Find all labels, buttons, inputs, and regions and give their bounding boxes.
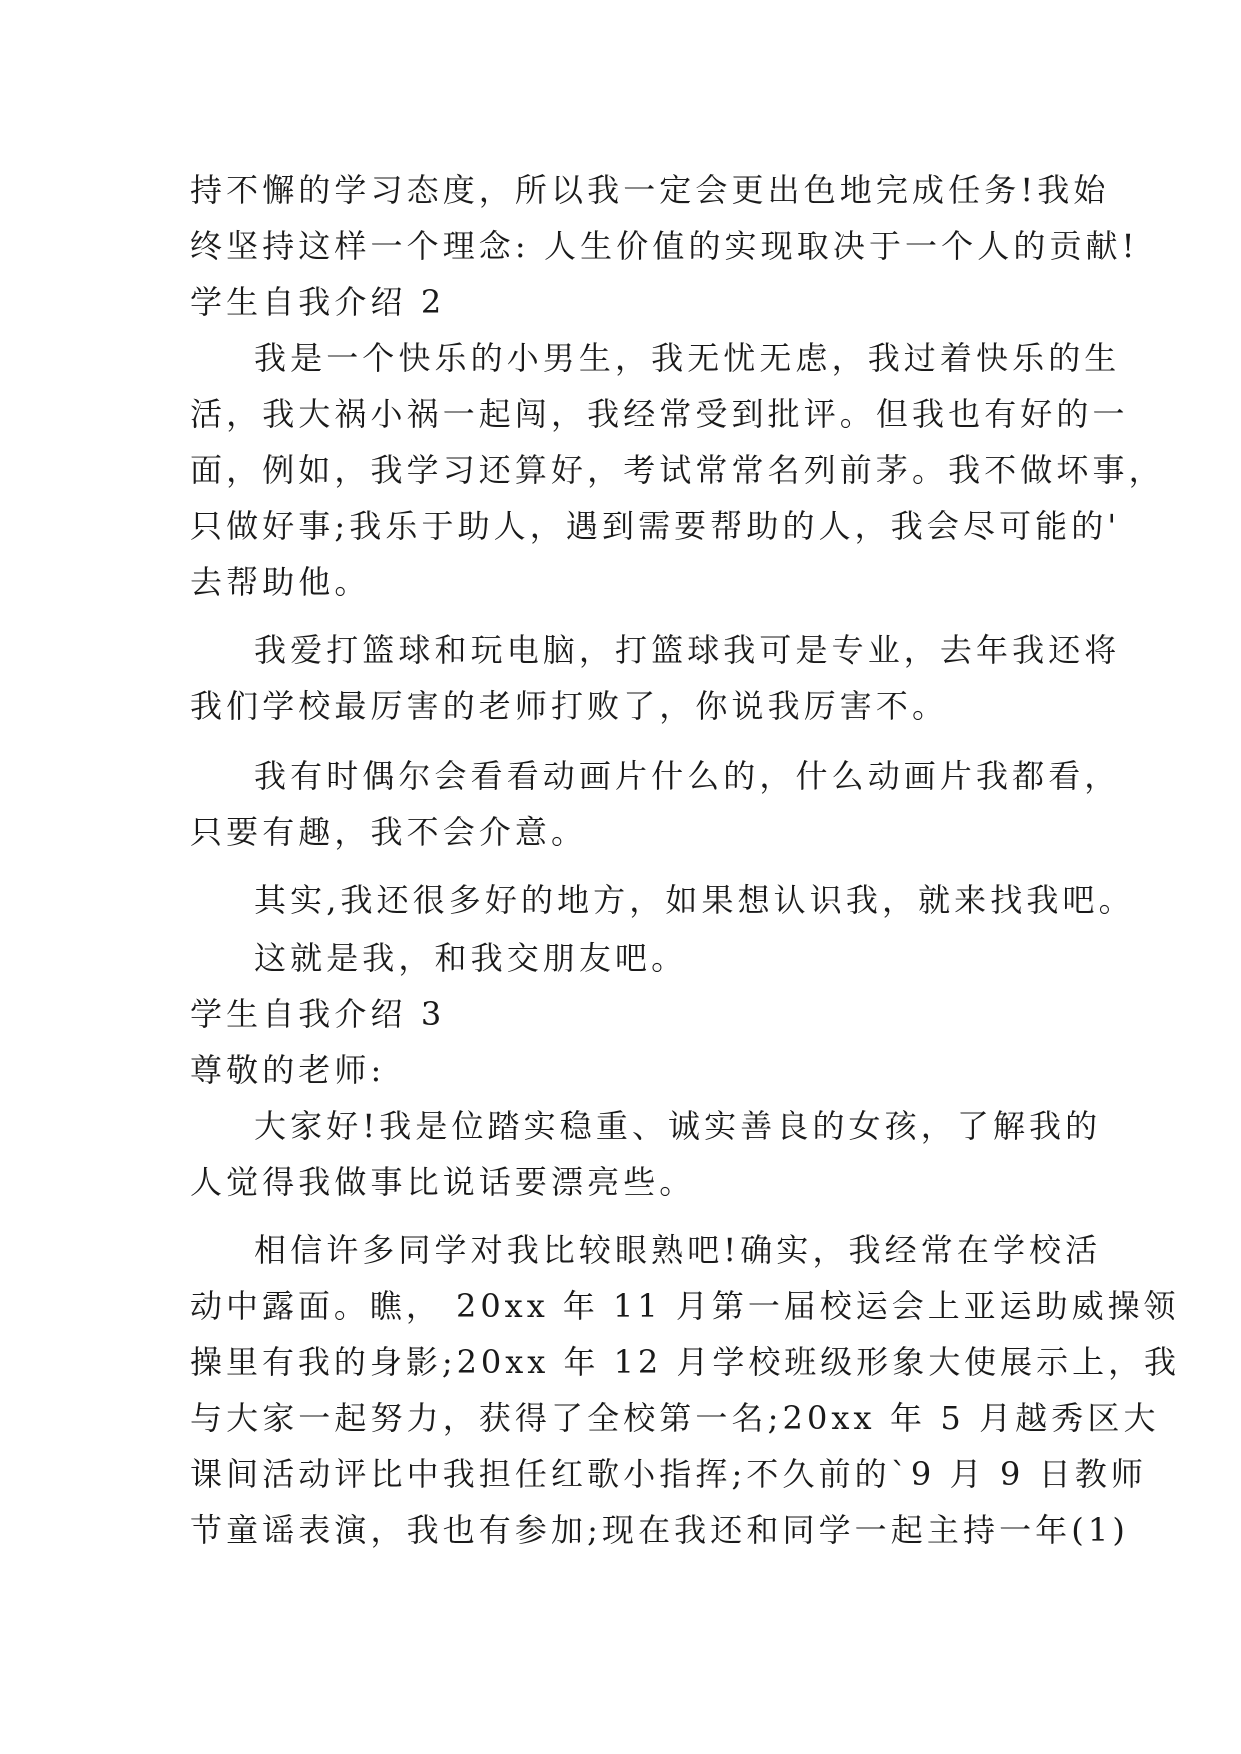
paragraph-line: 动中露面。瞧， 20xx 年 11 月第一届校运会上亚运助威操领 bbox=[190, 1287, 1180, 1325]
paragraph-line: 其实,我还很多好的地方，如果想认识我，就来找我吧。 bbox=[254, 881, 1135, 919]
paragraph-line: 我是一个快乐的小男生，我无忧无虑，我过着快乐的生 bbox=[254, 339, 1121, 377]
paragraph-line: 我有时偶尔会看看动画片什么的，什么动画片我都看， bbox=[254, 757, 1121, 795]
paragraph-line: 只要有趣，我不会介意。 bbox=[190, 813, 588, 851]
paragraph-line: 终坚持这样一个理念: 人生价值的实现取决于一个人的贡献! bbox=[190, 227, 1139, 265]
paragraph-line: 人觉得我做事比说话要漂亮些。 bbox=[190, 1163, 696, 1201]
paragraph-line: 持不懈的学习态度，所以我一定会更出色地完成任务!我始 bbox=[190, 171, 1110, 209]
paragraph-line: 这就是我，和我交朋友吧。 bbox=[254, 939, 688, 977]
section-heading: 学生自我介绍 3 bbox=[190, 995, 446, 1033]
paragraph-line: 活，我大祸小祸一起闯，我经常受到批评。但我也有好的一 bbox=[190, 395, 1129, 433]
paragraph-line: 相信许多同学对我比较眼熟吧!确实，我经常在学校活 bbox=[254, 1231, 1102, 1269]
paragraph-line: 去帮助他。 bbox=[190, 563, 371, 601]
paragraph-line: 我爱打篮球和玩电脑，打篮球我可是专业，去年我还将 bbox=[254, 631, 1121, 669]
paragraph-line: 课间活动评比中我担任红歌小指挥;不久前的`9 月 9 日教师 bbox=[190, 1455, 1148, 1493]
section-heading: 学生自我介绍 2 bbox=[190, 283, 446, 321]
paragraph-line: 只做好事;我乐于助人，遇到需要帮助的人，我会尽可能的' bbox=[190, 507, 1121, 545]
paragraph-line: 面，例如，我学习还算好，考试常常名列前茅。我不做坏事， bbox=[190, 451, 1165, 489]
paragraph-line: 大家好!我是位踏实稳重、诚实善良的女孩，了解我的 bbox=[254, 1107, 1102, 1145]
paragraph-line: 节童谣表演，我也有参加;现在我还和同学一起主持一年(1) bbox=[190, 1511, 1129, 1549]
paragraph-line: 我们学校最厉害的老师打败了，你说我厉害不。 bbox=[190, 687, 949, 725]
salutation: 尊敬的老师: bbox=[190, 1051, 386, 1089]
paragraph-line: 操里有我的身影;20xx 年 12 月学校班级形象大使展示上，我 bbox=[190, 1343, 1181, 1381]
paragraph-line: 与大家一起努力，获得了全校第一名;20xx 年 5 月越秀区大 bbox=[190, 1399, 1160, 1437]
